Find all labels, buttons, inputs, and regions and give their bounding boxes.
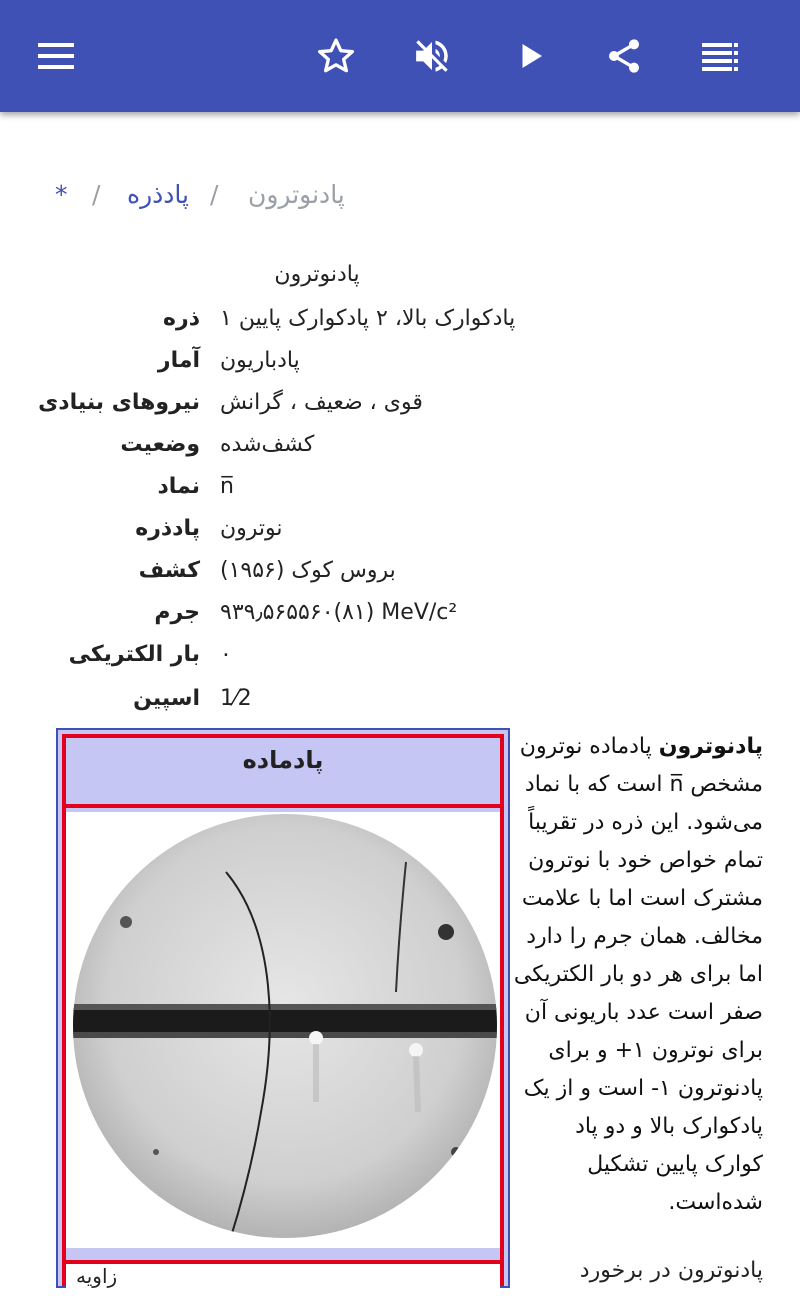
infobox-row bbox=[40, 306, 600, 346]
favorite-button[interactable] bbox=[304, 24, 368, 88]
list-icon bbox=[700, 41, 740, 71]
infobox-row bbox=[40, 474, 600, 514]
article-paragraph bbox=[513, 728, 763, 1222]
breadcrumb-root-link[interactable]: * bbox=[55, 180, 68, 209]
infobox-value: (بروس کوک (۱۹۵۶ bbox=[220, 558, 396, 583]
infobox-title: پادنوترون bbox=[274, 262, 360, 287]
navbox-frame bbox=[62, 734, 504, 1286]
contents-button[interactable] bbox=[688, 24, 752, 88]
infobox-value: کشف‌شده bbox=[220, 432, 315, 457]
infobox-label: اسپین bbox=[133, 686, 200, 711]
share-button[interactable] bbox=[592, 24, 656, 88]
breadcrumb-current: پادنوترون bbox=[248, 180, 345, 209]
infobox-value: پادکوارک بالا، ۲ پادکوارک پایین ۱ bbox=[220, 306, 516, 331]
app-bar bbox=[0, 0, 800, 112]
infobox-row bbox=[40, 600, 600, 640]
infobox-label: وضعیت bbox=[120, 432, 200, 457]
infobox-label: نماد bbox=[157, 474, 200, 499]
breadcrumb bbox=[0, 180, 800, 220]
play-button[interactable] bbox=[498, 24, 562, 88]
infobox-row bbox=[40, 432, 600, 472]
infobox-value: نوترون bbox=[220, 516, 283, 541]
infobox-label: کشف bbox=[138, 558, 200, 583]
breadcrumb-parent-link[interactable]: پادذره bbox=[127, 180, 190, 209]
bubble-chamber-photo bbox=[66, 812, 504, 1248]
infobox-value: n̅ bbox=[220, 474, 234, 499]
play-icon bbox=[512, 38, 548, 74]
infobox-label: نیروهای بنیادی bbox=[38, 390, 200, 415]
infobox-row bbox=[40, 516, 600, 556]
infobox-label: آمار bbox=[157, 348, 200, 373]
breadcrumb-separator: / bbox=[210, 180, 219, 209]
bubble-chamber-image[interactable] bbox=[66, 812, 500, 1248]
antimatter-navbox bbox=[56, 728, 510, 1288]
infobox-value: ۰ bbox=[220, 642, 232, 667]
volume-off-icon bbox=[411, 35, 453, 77]
infobox-label: بار الکتریکی bbox=[68, 642, 200, 667]
infobox-value: 1⁄2 bbox=[220, 686, 252, 711]
mute-button[interactable] bbox=[400, 24, 464, 88]
navbox-next-row: زاویه bbox=[66, 1264, 500, 1304]
infobox-row bbox=[40, 642, 600, 682]
star-icon bbox=[316, 36, 356, 76]
infobox-row bbox=[40, 558, 600, 598]
share-icon bbox=[604, 36, 644, 76]
article-next-line: پادنوترون در برخورد bbox=[579, 1258, 763, 1283]
infobox-value: قوی ، ضعیف ، گرانش bbox=[220, 390, 423, 415]
infobox-label: پادذره bbox=[135, 516, 200, 541]
article-term: پادنوترون bbox=[658, 734, 763, 759]
navbox-divider bbox=[66, 1248, 500, 1264]
infobox-label: ذره bbox=[163, 306, 200, 331]
infobox-label: جرم bbox=[154, 600, 200, 625]
menu-icon bbox=[36, 41, 76, 71]
menu-button[interactable] bbox=[24, 24, 88, 88]
breadcrumb-separator: / bbox=[92, 180, 101, 209]
infobox-value: پادباریون bbox=[220, 348, 300, 373]
article-body bbox=[513, 728, 763, 1222]
infobox-row bbox=[40, 686, 600, 726]
navbox-heading[interactable]: پادماده bbox=[66, 738, 500, 808]
infobox-value: ۹۳۹٫۵۶۵۵۶۰(۸۱) MeV/c² bbox=[220, 600, 458, 625]
infobox-row bbox=[40, 348, 600, 388]
infobox-row bbox=[40, 390, 600, 430]
article-text: پادماده نوترون مشخص n̅ است که با نماد می‌شود. این ذره در تقریباً تمام خواص خود با نوترون مشترک است اما با علامت مخالف. همان جرم را دارد اما برای هر دو بار الکتریکی صفر است عدد باریونی آن برای نوترون ۱+ و برای پادنوترون ۱- است و از یک پادکوارک بالا و دو پاد کوارک پایین تشکیل شده‌است. bbox=[513, 734, 763, 1215]
